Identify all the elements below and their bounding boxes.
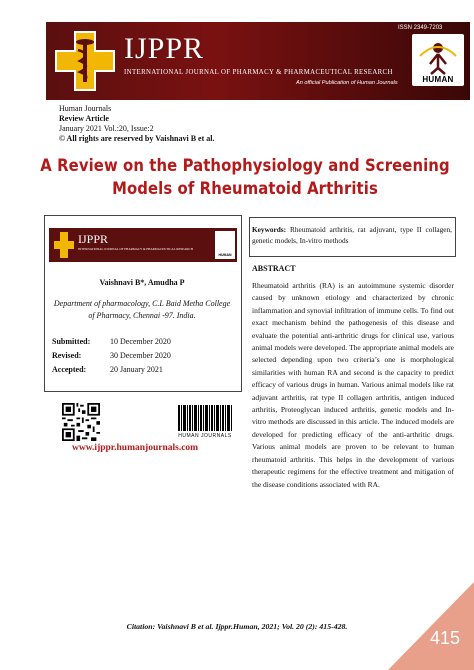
citation: Citation: Vaishnavi B et al. Ijppr.Human, 2021; Vol. 20 (2): 415-428. (126, 622, 348, 631)
journal-website-link[interactable]: www.ijppr.humanjournals.com (72, 443, 199, 453)
mini-cross-logo-icon (53, 231, 75, 259)
submitted-label: Submitted: (52, 337, 91, 346)
keywords-text: Rheumatoid arthritis, rat adjuvant, type II collagen, genetic models, In-vitro methods (252, 225, 453, 245)
affiliation: Department of pharmacology, C.L Baid Metha College of Pharmacy, Chennai -97. India. (53, 299, 231, 320)
abstract-heading: ABSTRACT (252, 264, 296, 273)
mini-journal-full-name: INTERNATIONAL JOURNAL OF PHARMACY & PHARMACEUTICAL RESEARCH (78, 247, 193, 251)
article-title: A Review on the Pathophysiology and Screening Models of Rheumatoid Arthritis (40, 156, 450, 198)
revised-date: 30 December 2020 (110, 351, 171, 360)
journal-full-name: INTERNATIONAL JOURNAL OF PHARMACY & PHARMACEUTICAL RESEARCH (124, 69, 393, 76)
issue-info: January 2021 Vol.:20, Issue:2 (59, 124, 154, 133)
copyright-line: © All rights are reserved by Vaishnavi B et al. (59, 134, 215, 143)
revised-label: Revised: (52, 351, 82, 360)
journal-abbreviation: IJPPR (124, 32, 205, 65)
keywords-label: Keywords: (252, 225, 287, 234)
barcode-label: HUMAN JOURNALS (178, 433, 232, 439)
page-corner-decoration (388, 582, 474, 670)
issn-label: ISSN 2349-7203 (398, 25, 443, 31)
abstract-text: Rheumatoid arthritis (RA) is an autoimmune systemic disorder caused by unknown etiology and characterized by chronic inflammation and synovial infiltration of immune cells. To find out exact mechanism behind the pathogenesis of this disease and evaluate the potential anti-arthritic drugs for clinical use, various animal models were developed. The appropriate animal models are selected depending upon two criteria’s one is morphological similarities with human RA and second is the capacity to predict efficacy of various drugs in human. Various animal models like rat adjuvant arthritis, rat type II collagen arthritis, antigen induced arthritis, Proteoglycan induced arthritis, genetic models and In-vitro methods are discussed in this article. The induced models are developed for predicting efficacy of the anti-arthritic drugs. Various animal models are proven to be relevant to human rheumatoid arthritis. This helps in the development of various therapeutic regimens for the effective treatment and mitigation of the disease conditions associated with RA. (252, 281, 454, 489)
journal-subtitle: An official Publication of Human Journals (296, 80, 398, 86)
mini-journal-abbreviation: IJPPR (78, 232, 109, 246)
publisher-line: Human Journals (59, 104, 112, 113)
accepted-date: 20 January 2021 (110, 365, 163, 374)
submitted-date: 10 December 2020 (110, 337, 171, 346)
barcode-icon (178, 405, 232, 431)
keywords (252, 224, 452, 246)
page-number: 415 (430, 628, 461, 648)
accepted-label: Accepted: (52, 365, 87, 374)
human-logo-text: HUMAN (422, 75, 454, 84)
authors: Vaishnavi B*, Amudha P (99, 278, 185, 287)
pharmacy-cross-logo-icon (54, 30, 116, 92)
article-type: Review Article (59, 114, 109, 123)
mini-human-text: HUMAN (218, 253, 232, 257)
qr-code-icon (62, 403, 100, 441)
